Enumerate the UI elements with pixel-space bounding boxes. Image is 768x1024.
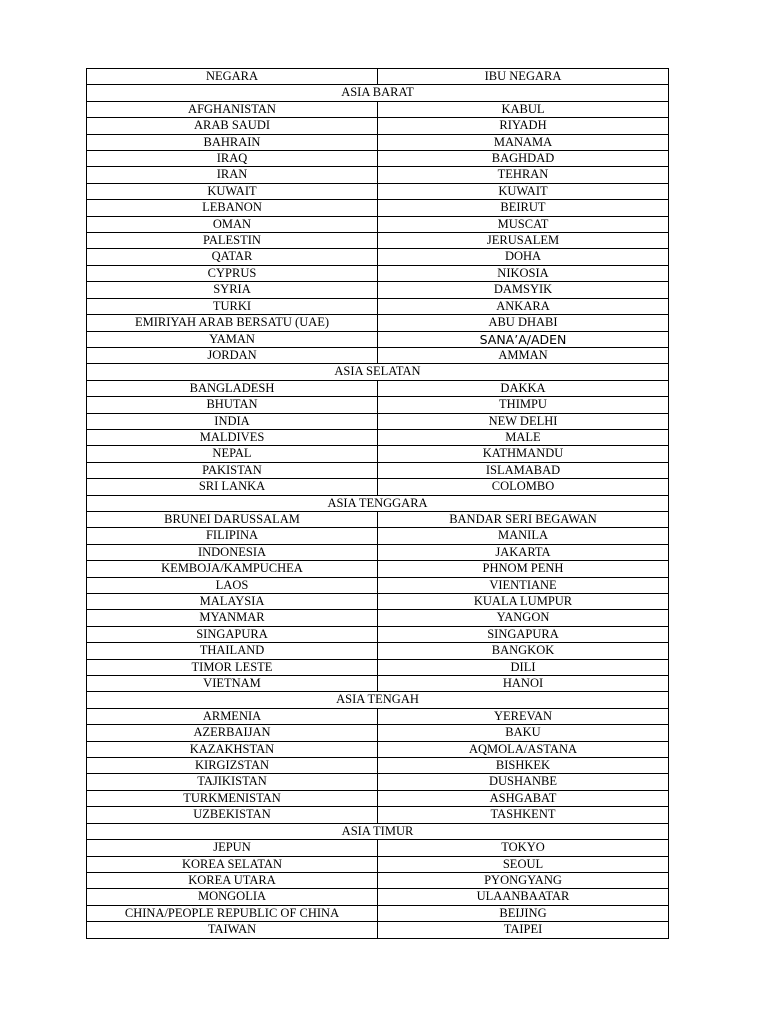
country-cell: FILIPINA [87, 528, 378, 544]
capital-cell: HANOI [378, 676, 669, 692]
capital-cell: BANDAR SERI BEGAWAN [378, 511, 669, 527]
capital-cell: ULAANBAATAR [378, 889, 669, 905]
capital-cell: KABUL [378, 101, 669, 117]
table-row [87, 282, 669, 298]
capital-cell: JERUSALEM [378, 233, 669, 249]
table-row [87, 183, 669, 199]
table-row [87, 610, 669, 626]
table-row [87, 265, 669, 281]
capital-cell: SINGAPURA [378, 626, 669, 642]
table-row [87, 315, 669, 331]
capital-cell: BISHKEK [378, 758, 669, 774]
section-row [87, 364, 669, 380]
capital-cell: BEIJING [378, 905, 669, 921]
section-row [87, 692, 669, 708]
country-cell: TAIWAN [87, 922, 378, 938]
capital-cell: ISLAMABAD [378, 462, 669, 478]
capital-cell: THIMPU [378, 397, 669, 413]
capital-cell: TOKYO [378, 840, 669, 856]
country-cell: ARMENIA [87, 708, 378, 724]
section-title: ASIA TENGGARA [87, 495, 669, 511]
header-country: NEGARA [87, 69, 378, 85]
country-cell: CYPRUS [87, 265, 378, 281]
table-row [87, 528, 669, 544]
table-row [87, 380, 669, 396]
country-cell: VIETNAM [87, 676, 378, 692]
country-cell: YAMAN [87, 331, 378, 347]
table-row [87, 167, 669, 183]
table-row [87, 397, 669, 413]
section-row [87, 495, 669, 511]
capital-cell: DAKKA [378, 380, 669, 396]
country-cell: LAOS [87, 577, 378, 593]
section-title: ASIA SELATAN [87, 364, 669, 380]
capital-cell: MUSCAT [378, 216, 669, 232]
country-cell: PALESTIN [87, 233, 378, 249]
country-cell: INDONESIA [87, 544, 378, 560]
country-cell: JORDAN [87, 347, 378, 363]
country-cell: OMAN [87, 216, 378, 232]
country-cell: BAHRAIN [87, 134, 378, 150]
capital-cell: ABU DHABI [378, 315, 669, 331]
country-cell: KAZAKHSTAN [87, 741, 378, 757]
table-row [87, 626, 669, 642]
country-cell: TIMOR LESTE [87, 659, 378, 675]
table-row [87, 462, 669, 478]
capital-cell: DAMSYIK [378, 282, 669, 298]
country-cell: BHUTAN [87, 397, 378, 413]
section-title: ASIA TIMUR [87, 823, 669, 839]
table-row [87, 446, 669, 462]
section-row [87, 85, 669, 101]
capital-cell: TEHRAN [378, 167, 669, 183]
country-cell: INDIA [87, 413, 378, 429]
capital-cell: BAGHDAD [378, 151, 669, 167]
header-capital: IBU NEGARA [378, 69, 669, 85]
table-row [87, 774, 669, 790]
table-row [87, 298, 669, 314]
country-cell: MALAYSIA [87, 594, 378, 610]
country-cell: NEPAL [87, 446, 378, 462]
table-row [87, 151, 669, 167]
country-cell: BRUNEI DARUSSALAM [87, 511, 378, 527]
table-row [87, 676, 669, 692]
table-row [87, 249, 669, 265]
country-cell: TURKMENISTAN [87, 790, 378, 806]
table-row [87, 708, 669, 724]
country-cell: KUWAIT [87, 183, 378, 199]
capital-cell: ASHGABAT [378, 790, 669, 806]
country-cell: MONGOLIA [87, 889, 378, 905]
capital-cell: KUALA LUMPUR [378, 594, 669, 610]
table-row [87, 413, 669, 429]
table-row [87, 807, 669, 823]
header-row [87, 69, 669, 85]
capital-cell: TASHKENT [378, 807, 669, 823]
table-row [87, 479, 669, 495]
capital-cell: NEW DELHI [378, 413, 669, 429]
capital-cell: SEOUL [378, 856, 669, 872]
table-row [87, 905, 669, 921]
country-cell: KOREA SELATAN [87, 856, 378, 872]
capital-cell: YEREVAN [378, 708, 669, 724]
country-cell: LEBANON [87, 200, 378, 216]
table-row [87, 233, 669, 249]
table-row [87, 216, 669, 232]
country-cell: SRI LANKA [87, 479, 378, 495]
country-cell: THAILAND [87, 643, 378, 659]
table-row [87, 872, 669, 888]
capital-cell: MANILA [378, 528, 669, 544]
table-row [87, 659, 669, 675]
table-row [87, 643, 669, 659]
capital-cell: AQMOLA/ASTANA [378, 741, 669, 757]
country-cell: MALDIVES [87, 429, 378, 445]
table-row [87, 725, 669, 741]
country-cell: PAKISTAN [87, 462, 378, 478]
table-row [87, 790, 669, 806]
table-row [87, 561, 669, 577]
country-cell: AFGHANISTAN [87, 101, 378, 117]
capital-cell: RIYADH [378, 118, 669, 134]
section-title: ASIA BARAT [87, 85, 669, 101]
country-cell: SYRIA [87, 282, 378, 298]
section-row [87, 823, 669, 839]
country-cell: SINGAPURA [87, 626, 378, 642]
table-row [87, 429, 669, 445]
capital-cell: COLOMBO [378, 479, 669, 495]
table-row [87, 577, 669, 593]
country-cell: AZERBAIJAN [87, 725, 378, 741]
capital-cell: DOHA [378, 249, 669, 265]
table-row [87, 889, 669, 905]
capital-cell: MALE [378, 429, 669, 445]
capital-cell: KATHMANDU [378, 446, 669, 462]
capital-cell: DUSHANBE [378, 774, 669, 790]
country-cell: IRAQ [87, 151, 378, 167]
country-cell: BANGLADESH [87, 380, 378, 396]
table-body [87, 85, 669, 938]
country-cell: ARAB SAUDI [87, 118, 378, 134]
country-cell: TAJIKISTAN [87, 774, 378, 790]
capital-cell: NIKOSIA [378, 265, 669, 281]
capital-cell: ANKARA [378, 298, 669, 314]
country-cell: IRAN [87, 167, 378, 183]
table-row [87, 118, 669, 134]
capital-cell: PYONGYANG [378, 872, 669, 888]
table-row [87, 856, 669, 872]
table-row [87, 758, 669, 774]
capital-cell: JAKARTA [378, 544, 669, 560]
table-row [87, 544, 669, 560]
country-cell: TURKI [87, 298, 378, 314]
capital-cell: MANAMA [378, 134, 669, 150]
table-row [87, 200, 669, 216]
country-cell: KIRGIZSTAN [87, 758, 378, 774]
country-cell: MYANMAR [87, 610, 378, 626]
capital-cell: PHNOM PENH [378, 561, 669, 577]
table-row [87, 331, 669, 347]
capital-cell: SANA’A/ADEN [378, 331, 669, 347]
table-row [87, 922, 669, 938]
capital-cell: BEIRUT [378, 200, 669, 216]
table-row [87, 134, 669, 150]
country-cell: CHINA/PEOPLE REPUBLIC OF CHINA [87, 905, 378, 921]
country-capital-table [86, 68, 669, 939]
table-row [87, 101, 669, 117]
country-cell: UZBEKISTAN [87, 807, 378, 823]
country-cell: KOREA UTARA [87, 872, 378, 888]
capital-cell: YANGON [378, 610, 669, 626]
table-row [87, 511, 669, 527]
table-row [87, 840, 669, 856]
capital-cell: KUWAIT [378, 183, 669, 199]
capital-cell: VIENTIANE [378, 577, 669, 593]
table-row [87, 347, 669, 363]
capital-cell: AMMAN [378, 347, 669, 363]
capital-cell: TAIPEI [378, 922, 669, 938]
section-title: ASIA TENGAH [87, 692, 669, 708]
table-row [87, 594, 669, 610]
country-cell: KEMBOJA/KAMPUCHEA [87, 561, 378, 577]
capital-cell: BANGKOK [378, 643, 669, 659]
table-row [87, 741, 669, 757]
country-cell: EMIRIYAH ARAB BERSATU (UAE) [87, 315, 378, 331]
capital-cell: DILI [378, 659, 669, 675]
country-cell: QATAR [87, 249, 378, 265]
capital-cell: BAKU [378, 725, 669, 741]
country-cell: JEPUN [87, 840, 378, 856]
